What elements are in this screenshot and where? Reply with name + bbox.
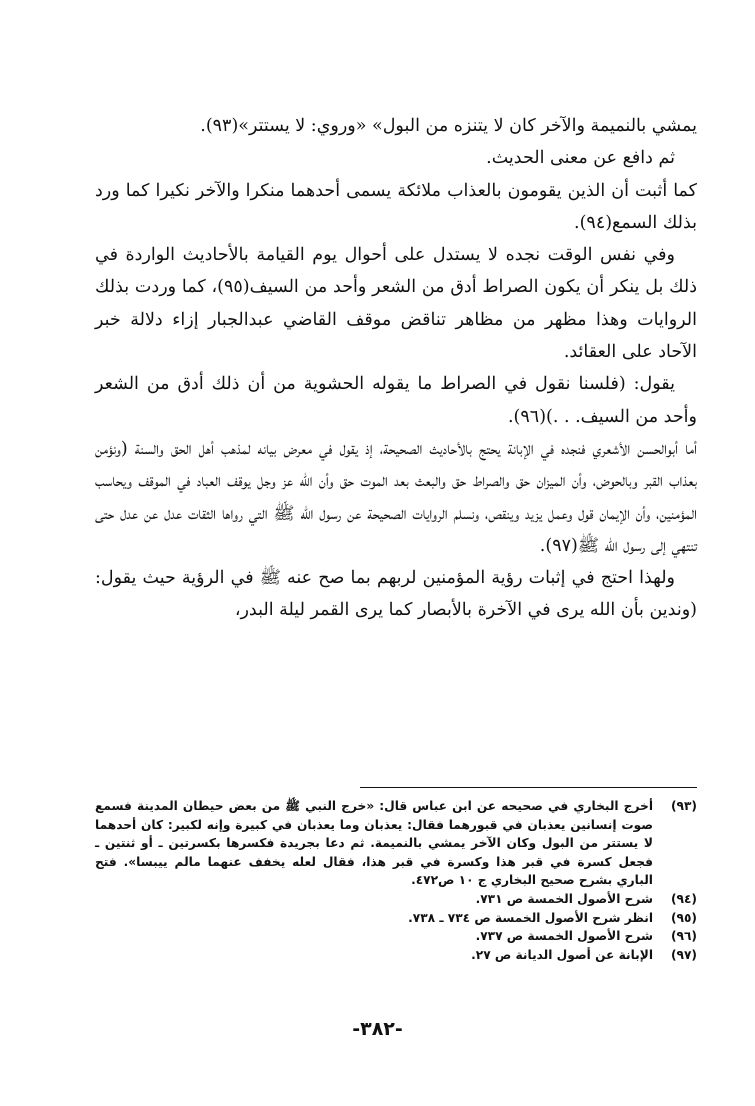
footnote (95, 927, 697, 946)
paragraph: وفي نفس الوقت نجده لا يستدل على أحوال يوم القيامة بالأحاديث الواردة في ذلك بل ينكر أن يكون الصراط أدق من الشعر وأحد من السيف(٩٥)، كما وردت بذلك الروايات وهذا مظهر من مظاهر تناقض موقف القاضي عبدالجبار إزاء دلالة خبر الآحاد على العقائد. (95, 245, 697, 363)
footnote-text: شرح الأصول الخمسة ص ٧٣٧. (475, 929, 653, 944)
footnote (95, 946, 697, 965)
page-number: -٣٨٢- (352, 1018, 403, 1040)
paragraph: يقول: (فلسنا نقول في الصراط ما يقوله الحشوية من أن ذلك أدق من الشعر وأحد من السيف. . .)(٩٦). (95, 374, 697, 427)
footnote-text: أخرج البخاري في صحيحه عن ابن عباس قال: «خرج النبي ﷺ من بعض حيطان المدينة فسمع صوت إنسانين يعذبان في قبورهما فقال: يعذبان وما يعذبان في كبيرة وإنه لكبير: كان أحدهما لا يستتر من البول وكان الآخر يمشي بالنميمة. ثم دعا بجريدة فكسرها بكسرتين ـ أو ثنتين ـ فجعل كسرة في قبر هذا وكسرة في قبر هذا، فقال لعله يخفف عنهما مالم ييبسا». فتح الباري بشرح صحيح البخاري ج ١٠ ص٤٧٢. (95, 799, 653, 888)
paragraph: ثم دافع عن معنى الحديث. (486, 148, 675, 169)
paragraph: أما أبوالحسن الأشعري فنجده في الإبانة يحتج بالأحاديث الصحيحة، إذ يقول في معرض بيانه لمذهب أهل الحق والسنة (ونؤمن بعذاب القبر وبالحوض، وأن الميزان حق والصراط حق والبعث بعد الموت حق وأن الله عز وجل يوقف العباد في الموقف ويحاسب المؤمنين، وأن الإيمان قول وعمل يزيد وينقص، ونسلم الروايات الصحيحة عن رسول الله ﷺ التي رواها الثقات عدل عن عدل حتى تنتهي إلى رسول الله ﷺ(٩٧). (95, 438, 697, 556)
footnote-text: الإبانة عن أصول الديانة ص ٢٧. (471, 947, 653, 962)
footnotes (95, 797, 697, 964)
footnote-number: (٩٤) (670, 891, 697, 906)
paragraph: كما أثبت أن الذين يقومون بالعذاب ملائكة يسمى أحدهما منكرا والآخر نكيرا كما ورد بذلك السمع(٩٤). (95, 180, 697, 233)
main-text (95, 110, 697, 627)
paragraph: ولهذا احتج في إثبات رؤية المؤمنين لربهم بما صح عنه ﷺ في الرؤية حيث يقول: (وندين بأن الله يرى في الآخرة بالأبصار كما يرى القمر ليلة البدر، (95, 568, 697, 621)
footnote-number: (٩٦) (670, 929, 697, 944)
footnote-number: (٩٥) (670, 910, 697, 925)
footnote-separator (360, 787, 697, 788)
footnote (95, 797, 697, 890)
footnote-text: انظر شرح الأصول الخمسة ص ٧٣٤ ـ ٧٣٨. (408, 910, 653, 925)
footnote-number: (٩٧) (670, 947, 697, 962)
footnote-number: (٩٣) (670, 799, 697, 813)
footnote (95, 909, 697, 928)
paragraph: يمشي بالنميمة والآخر كان لا يتنزه من البول» «وروي: لا يستتر»(٩٣). (200, 116, 697, 136)
footnote-text: شرح الأصول الخمسة ص ٧٣١. (475, 891, 653, 906)
footnote (95, 890, 697, 909)
